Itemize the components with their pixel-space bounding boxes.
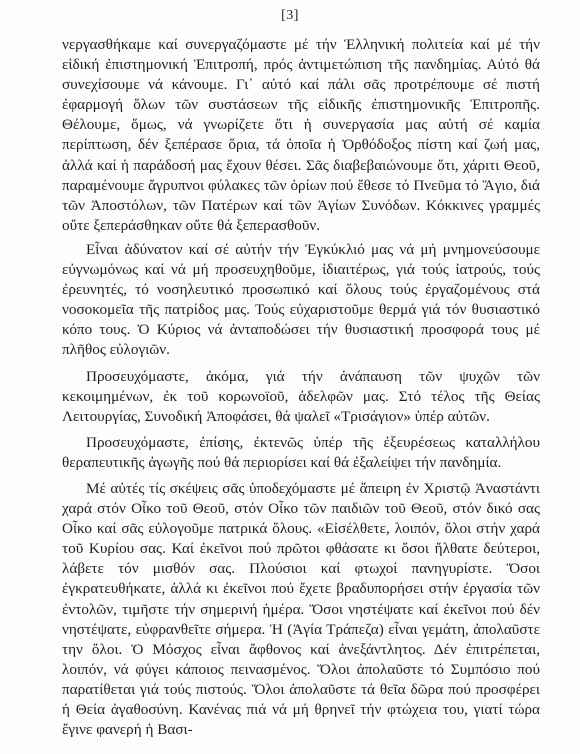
paragraph-1: νεργασθήκαμε καί συνεργαζόμαστε μέ τήν Ἑλληνική πολιτεία καί μέ τήν εἰδική ἐπιστημονική Ἐπιτροπή, πρός ἀντιμετώπιση τῆς πανδημίας. Αὐτό θά συνεχίσουμε νά κάνουμε. Γι᾽ αὐτό καί πάλι σᾶς προτρέπουμε σέ πιστή ἐφαρμογή ὅλων τῶν συστάσεων τῆς εἰδικῆς ἐπιστημονικῆς Ἐπιτροπῆς. Θέλουμε, ὅμως, νά γνωρίζετε ὅτι ἡ συνεργασία μας αὐτή σέ καμία περίπτωση, δέν ξεπέρασε ὅρια, τά ὁποῖα ἡ Ὀρθόδοξος πίστη καί ζωή μας, ἀλλά καί ἡ παράδοσή μας ἔχουν θέσει. Σᾶς διαβεβαιώνουμε ὅτι, χάριτι Θεοῦ, παραμένουμε ἄγρυπνοι φύλακες τῶν ὁρίων πού ἔθεσε τό Πνεῦμα τό Ἅγιο, διά τῶν Ἀποστόλων, τῶν Πατέρων καί τῶν Ἁγίων Συνόδων. Κόκκινες γραμμές οὔτε ξεπεράσθηκαν οὔτε θά ξεπερασθοῦν. (62, 36, 540, 234)
body-text (62, 35, 540, 744)
paragraph-2: Εἶναι ἀδύνατον καί σέ αὐτήν τήν Ἐγκύκλιό μας νά μή μνημονεύσουμε εὐγνωμόνως καί νά μή προσευχηθοῦμε, ἰδιαιτέρως, γιά τούς ἰατρούς, τούς ἐρευνητές, τό νοσηλευτικό προσωπικό καί ὅλους τούς ἐργαζομένους στά νοσοκομεῖα τῆς πατρίδος μας. Τούς εὐχαριστοῦμε θερμά γιά τόν θυσιαστικό κόπο τους. Ὁ Κύριος νά ἀνταποδώσει τήν θυσιαστική προσφορά τους μέ πλῆθος εὐλογιῶν. (62, 240, 540, 359)
paragraph-3: Προσευχόμαστε, ἀκόμα, γιά τήν ἀνάπαυση τῶν ψυχῶν τῶν κεκοιμημένων, ἐκ τοῦ κορωνοϊοῦ, ἀδελφῶν μας. Στό τέλος τῆς Θείας Λειτουργίας, Συνοδική Ἀποφάσει, θά ψαλεῖ «Τρισάγιον» ὑπέρ αὐτῶν. (62, 367, 540, 425)
paragraph-5: Μέ αὐτές τίς σκέψεις σᾶς ὑποδεχόμαστε μέ ἄπειρη ἐν Χριστῷ Ἀναστάντι χαρά στόν Οἶκο τοῦ Θεοῦ, στόν Οἶκο τῶν παιδιῶν τοῦ Θεοῦ, στόν δικό σας Οἶκο καί σᾶς εὐλογοῦμε πατρικά ὅλους. «Εἰσέλθετε, λοιπόν, ὅλοι στήν χαρά τοῦ Κυρίου σας. Καί ἐκεῖνοι πού πρῶτοι φθάσατε κι ὅσοι ἤλθατε δεύτεροι, λάβετε τόν μισθόν σας. Πλούσιοι καί φτωχοί πανηγυρίστε. Ὅσοι ἐγκρατευθήκατε, ἀλλά κι ἐκεῖνοι πού ἔχετε βραδυπορήσει στήν ἐργασία τῶν ἐντολῶν, τιμῆστε τήν σημερινή ἡμέρα. Ὅσοι νηστέψατε καί ἐκεῖνοι πού δέν νηστέψατε, εὐφρανθεῖτε σήμερα. Ἡ (Ἁγία Τράπεζα) εἶναι γεμάτη, ἀπολαῦστε την ὅλοι. Ὁ Μόσχος εἶναι ἄφθονος καί ἀνεξάντλητος. Δέν ἐπιτρέπεται, λοιπόν, νά φύγει κάποιος πεινασμένος. Ὅλοι ἀπολαῦστε τό Συμπόσιο πού παρατίθεται γιά τούς πιστούς. Ὅλοι ἀπολαῦστε τά θεῖα δῶρα πού προσφέρει ἡ Θεία ἀγαθοσύνη. Κανένας πιά νά μή θρηνεῖ τήν φτώχεια του, γιατί τώρα ἔγινε φανερή ἡ Βασι- (62, 479, 540, 739)
paragraph-4: Προσευχόμαστε, ἐπίσης, ἐκτενῶς ὑπέρ τῆς ἐξευρέσεως καταλλήλου θεραπευτικῆς ἀγωγῆς πού θά περιορίσει καί θά ἐξαλείψει τήν πανδημία. (62, 433, 540, 471)
page-number: [3] (281, 8, 299, 23)
